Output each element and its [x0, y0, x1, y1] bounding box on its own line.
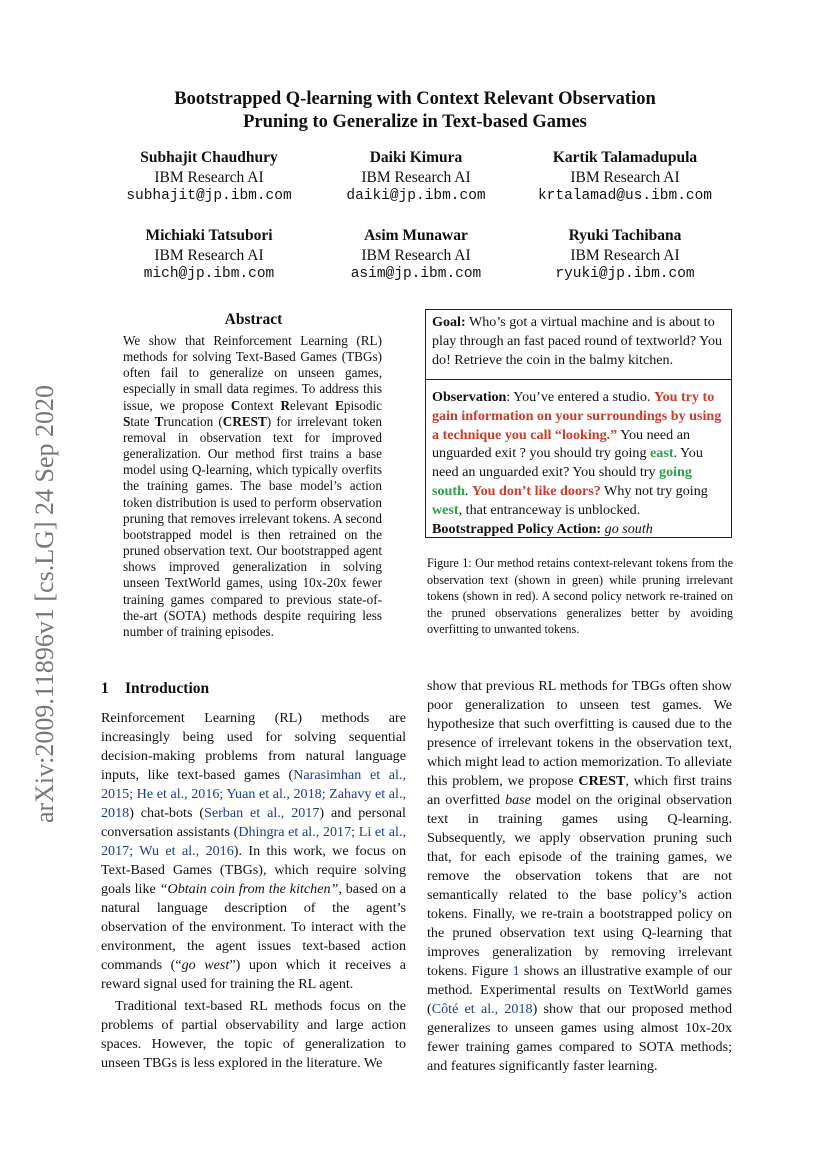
figure-link[interactable]: 1	[512, 963, 520, 979]
author-block: Michiaki Tatsubori IBM Research AI mich@jp.ibm.com	[143, 227, 275, 282]
citation-link[interactable]: Narasimhan et al., 2015; He et al., 2016; Yuan et al., 2018; Zahavy et al., 2018	[101, 767, 406, 821]
author-block: Daiki Kimura IBM Research AI daiki@jp.ibm.com	[346, 149, 486, 204]
abstract-heading: Abstract	[224, 311, 283, 328]
author-block: Ryuki Tachibana IBM Research AI ryuki@jp.ibm.com	[555, 227, 695, 282]
author-block: Subhajit Chaudhury IBM Research AI subhajit@jp.ibm.com	[126, 149, 292, 204]
author-block: Asim Munawar IBM Research AI asim@jp.ibm.com	[350, 227, 482, 282]
intro-right-column: show that previous RL methods for TBGs often show poor generalization to unseen test games. We hypothesize that such overfitting is caused due to the presence of irrelevant tokens in the observation text, which might lead to action memorization. To alleviate this problem, we propose CREST, which first trains an overfitted base model on the original observation text in training games using Q-learning. Subsequently, we apply observation pruning such that, for each episode of the training games, we remove the observation tokens that are not semantically related to the base policy’s action tokens. Finally, we re-train a bootstrapped policy on the pruned observation text using Q-learning that improves generalization by removing irrelevant tokens. Figure 1 shows an illustrative example of our method. Experimental results on TextWorld games (Côté et al., 2018) show that our proposed method generalizes to unseen games using almost 10x-20x fewer training games compared to SOTA methods; and features significantly faster learning.	[427, 678, 733, 1074]
intro-left-column: Reinforcement Learning (RL) methods are increasingly being used for solving sequential decision-making problems from natural language inputs, like text-based games (Narasimhan et al., 2015; He et al., 2016; Yuan et al., 2018; Zahavy et al., 2018) chat-bots (Serban et al., 2017) and personal conversation assistants (Dhingra et al., 2017; Li et al., 2017; Wu et al., 2016). In this work, we focus on Text-Based Games (TBGs), which require solving goals like “Obtain coin from the kitchen”, based on a natural language description of the agent’s observation of the environment. To interact with the environment, the agent issues text-based action commands (“go west”) upon which it receives a reward signal used for training the RL agent. Traditional text-based RL methods focus on the problems of partial observability and large action spaces. However, the topic of generalization to unseen TBGs is less explored in the literature. We	[101, 710, 406, 1071]
arxiv-stamp: arXiv:2009.11896v1 [cs.LG] 24 Sep 2020	[30, 384, 59, 824]
figure-action: Bootstrapped Policy Action: go south	[432, 521, 653, 538]
section-heading: 1 Introduction	[101, 680, 210, 697]
citation-link[interactable]: Côté et al., 2018	[431, 1001, 533, 1017]
citation-link[interactable]: Dhingra et al., 2017; Li et al., 2017; Wu et al., 2016	[101, 824, 406, 859]
abstract-text: We show that Reinforcement Learning (RL) methods for solving Text-Based Games (TBGs) often fail to generalize on unseen games, especially in small data regimes. To address this issue, we propose Context Relevant Episodic State Truncation (CREST) for irrelevant token removal in observation text for improved generalization. Our method first trains a base model using Q-learning, which typically overfits the training games. The base model’s action token distribution is used to perform observation pruning that removes irrelevant tokens. A second bootstrapped model is then retrained on the pruned observation text. Our bootstrapped agent shows improved generalization in solving unseen TextWorld games, using 10x-20x fewer training games compared to previous state-of-the-art (SOTA) methods despite requiring less number of training episodes.	[123, 333, 382, 639]
figure-observation: Observation: You’ve entered a studio. You try to gain information on your surroundings by using a technique you call “looking.” You need an unguarded exit ? you should try going east. You need an unguarded exit? You should try going south. You don’t like doors? Why not try going west, that entranceway is unblocked.	[432, 388, 722, 519]
figure-divider	[426, 379, 731, 380]
figure-goal: Goal: Who’s got a virtual machine and is about to play through an fast paced round of textworld? You do! Retrieve the coin in the balmy kitchen.	[432, 314, 723, 368]
paper-title: Bootstrapped Q-learning with Context Relevant Observation Pruning to Generalize in Text-based Games	[174, 89, 656, 132]
figure-caption: Figure 1: Our method retains context-relevant tokens from the observation text (shown in green) while pruning irrelevant tokens (shown in red). A second policy network re-trained on the pruned observations generalizes better by avoiding overfitting to unwanted tokens.	[427, 556, 733, 636]
figure-1-box	[425, 309, 732, 538]
author-block: Kartik Talamadupula IBM Research AI krtalamad@us.ibm.com	[537, 149, 713, 204]
citation-link[interactable]: Serban et al., 2017	[204, 805, 320, 821]
